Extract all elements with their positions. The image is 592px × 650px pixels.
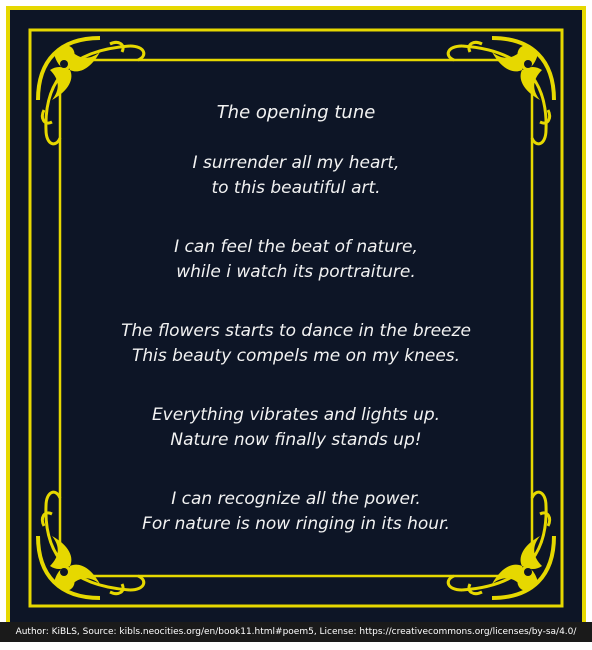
poem-title: The opening tune bbox=[216, 102, 376, 123]
poem-line: to this beautiful art. bbox=[211, 178, 381, 198]
poem-line: For nature is now ringing in its hour. bbox=[142, 514, 450, 534]
attribution-credit: Author: KiBLS, Source: kibls.neocities.org/en/book11.html#poem5, License: https://creativecommons.org/licenses/by-sa/4.0/ bbox=[0, 622, 592, 642]
poem-line: Nature now finally stands up! bbox=[170, 430, 422, 450]
poem-line: The flowers starts to dance in the breeze bbox=[121, 321, 471, 341]
stanza bbox=[100, 151, 492, 201]
poem-line: I surrender all my heart, bbox=[192, 153, 400, 173]
poem-line: I can recognize all the power. bbox=[171, 489, 421, 509]
stanza bbox=[100, 319, 492, 369]
poem-line: This beauty compels me on my knees. bbox=[131, 346, 461, 366]
poem-line: while i watch its portraiture. bbox=[176, 262, 416, 282]
stanza bbox=[100, 487, 492, 537]
poem-line: Everything vibrates and lights up. bbox=[151, 405, 441, 425]
stanza bbox=[100, 235, 492, 285]
poem-text bbox=[100, 100, 492, 571]
poem-line: I can feel the beat of nature, bbox=[174, 237, 418, 257]
stanza bbox=[100, 403, 492, 453]
